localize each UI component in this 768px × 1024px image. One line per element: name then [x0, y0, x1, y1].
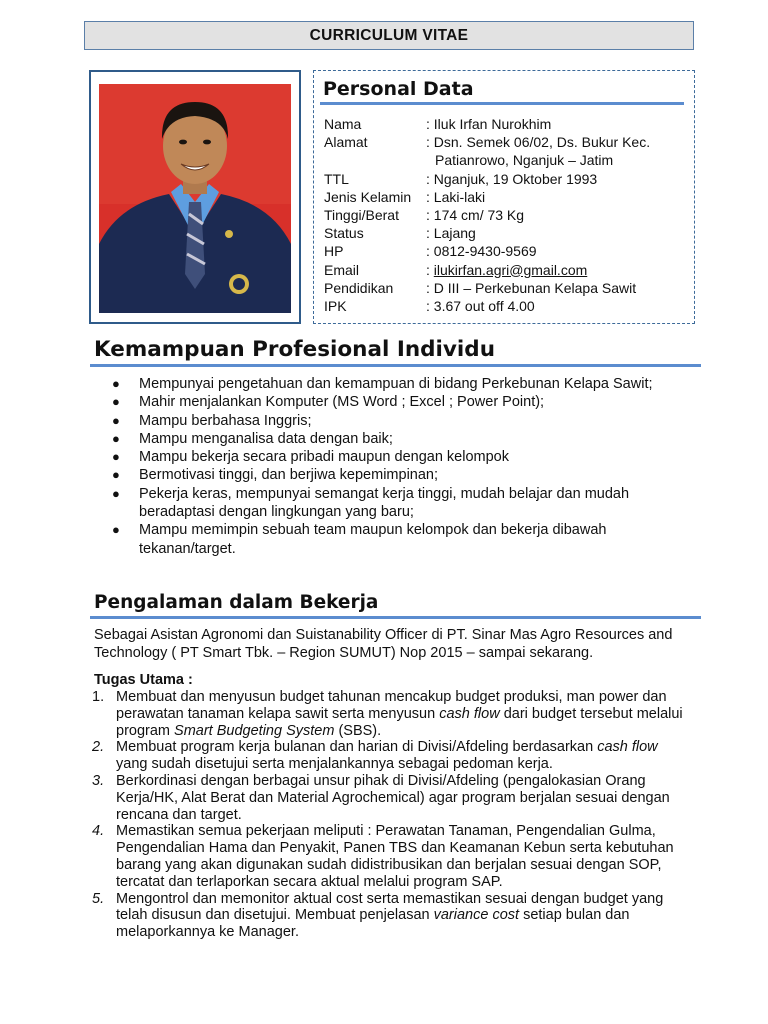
- pd-row-status: [324, 224, 690, 242]
- list-item: [92, 773, 692, 823]
- task-number: 1.: [92, 689, 105, 705]
- task-text-italic: variance cost: [433, 907, 520, 924]
- skill-text: Mampu menganalisa data dengan baik;: [139, 430, 393, 447]
- task-number: 3.: [92, 772, 105, 789]
- list-item: [92, 739, 692, 773]
- profile-photo: [99, 84, 291, 313]
- task-text: [116, 891, 692, 941]
- skill-text: Bermotivasi tinggi, dan berjiwa kepemimpinan;: [139, 467, 439, 484]
- pd-label: Jenis Kelamin: [324, 188, 412, 205]
- bullet-icon: ●: [112, 485, 120, 501]
- pd-value: : Dsn. Semek 06/02, Ds. Bukur Kec.: [426, 134, 651, 151]
- task-text: Memastikan semua pekerjaan meliputi : Perawatan Tanaman, Pengendalian Gulma, Pengendalian Hama dan Penyakit, Panen TBS dan Keamanan Kebun serta kebutuhan barang yang akan digunakan sudah didistribusikan dan berjalan sesuai dengan SOP, tercatat dan terlaporkan secara aktual melalui program SAP.: [116, 823, 674, 890]
- task-text-part: yang sudah disetujui serta menjalankannya sebagai pedoman kerja.: [116, 756, 553, 773]
- pd-label: Tinggi/Berat: [324, 207, 399, 224]
- list-item: [112, 393, 682, 411]
- list-item: [112, 521, 682, 558]
- skill-text: Mampu memimpin sebuah team maupun kelompok dan bekerja dibawah tekanan/target.: [139, 522, 607, 557]
- cv-title: CURRICULUM VITAE: [309, 26, 469, 44]
- skill-text: Mahir menjalankan Komputer (MS Word ; Excel ; Power Point);: [139, 394, 545, 411]
- pd-row-pendidikan: [324, 279, 690, 297]
- task-text-italic: cash flow: [439, 705, 500, 722]
- list-item: [112, 485, 682, 522]
- skills-list: [112, 375, 682, 558]
- skill-text: Mampu berbahasa Inggris;: [139, 412, 312, 429]
- pd-value: : Laki-laki: [426, 188, 486, 205]
- pd-value: : 0812-9430-9569: [426, 243, 537, 260]
- personal-data-title: Personal Data: [323, 78, 474, 100]
- task-text-italic: Smart Budgeting System: [174, 722, 335, 739]
- pd-label: Nama: [324, 116, 362, 132]
- task-number: 4.: [92, 823, 105, 840]
- task-text-part: Membuat program kerja bulanan dan harian di Divisi/Afdeling berdasarkan: [116, 739, 598, 756]
- pd-label: IPK: [324, 298, 347, 315]
- pd-row-hp: [324, 242, 690, 260]
- pd-label: Pendidikan: [324, 279, 394, 296]
- experience-heading: Pengalaman dalam Bekerja: [94, 592, 379, 613]
- pd-row-ipk: [324, 297, 690, 315]
- personal-data-rule: [320, 102, 684, 105]
- bullet-icon: ●: [112, 522, 120, 538]
- pd-value: : D III – Perkebunan Kelapa Sawit: [426, 279, 637, 296]
- portrait-illustration: [99, 84, 291, 313]
- pd-row-email: [324, 261, 690, 279]
- skills-heading: Kemampuan Profesional Individu: [94, 337, 495, 362]
- pd-value: Patianrowo, Nganjuk – Jatim: [435, 152, 614, 169]
- personal-data-table: [324, 115, 690, 315]
- task-text: [116, 689, 692, 739]
- bullet-icon: ●: [112, 467, 120, 483]
- bullet-icon: ●: [112, 376, 120, 391]
- pd-label: TTL: [324, 170, 349, 187]
- pd-value: : 3.67 out off 4.00: [426, 298, 535, 315]
- task-number: 2.: [92, 739, 105, 756]
- task-text-italic: cash flow: [597, 739, 658, 756]
- cv-title-box: [84, 21, 694, 50]
- list-item: [112, 375, 682, 393]
- bullet-icon: ●: [112, 394, 120, 410]
- list-item: [92, 891, 692, 941]
- list-item: [112, 430, 682, 448]
- pd-row-ttl: [324, 170, 690, 188]
- list-item: [92, 823, 692, 890]
- pd-row-jenis-kelamin: [324, 188, 690, 206]
- task-text-part: setiap bulan dan melaporkannya ke Manager.: [116, 907, 630, 941]
- skills-rule: [90, 364, 701, 367]
- tasks-list: [92, 689, 692, 941]
- pd-row-alamat: [324, 133, 690, 151]
- list-item: [92, 689, 692, 739]
- bullet-icon: ●: [112, 449, 120, 465]
- skill-text: Mempunyai pengetahuan dan kemampuan di bidang Perkebunan Kelapa Sawit;: [139, 376, 653, 392]
- task-text-part: Membuat dan menyusun budget tahunan mencakup budget produksi, man power dan perawatan tanaman kelapa sawit serta menyusun: [116, 689, 667, 722]
- task-text: Berkordinasi dengan berbagai unsur pihak di Divisi/Afdeling (pengalokasian Orang Kerja/HK, Alat Berat dan Material Agrochemical) agar program berjalan sesuai dengan rencana dan target.: [116, 772, 670, 823]
- pd-row-nama: [324, 115, 690, 133]
- list-item: [112, 448, 682, 466]
- skill-text: Mampu bekerja secara pribadi maupun dengan kelompok: [139, 449, 509, 466]
- task-text-part: dari budget tersebut melalui program: [116, 705, 683, 739]
- pd-label: HP: [324, 243, 344, 260]
- task-number: 5.: [92, 890, 105, 907]
- pd-value: : Lajang: [426, 225, 476, 242]
- pd-label: Alamat: [324, 134, 368, 151]
- email-prefix: :: [426, 261, 434, 278]
- list-item: [112, 412, 682, 430]
- task-text: [116, 739, 692, 773]
- pd-value: : Nganjuk, 19 Oktober 1993: [426, 170, 598, 187]
- pd-row-alamat-cont: [324, 151, 690, 169]
- list-item: [112, 466, 682, 484]
- task-text-part: Mengontrol dan memonitor aktual cost serta memastikan sesuai dengan budget yang telah disusun dan disetujui. Membuat penjelasan: [116, 890, 664, 924]
- pd-value: [426, 261, 681, 279]
- pd-label: Status: [324, 225, 364, 242]
- experience-intro: Sebagai Asistan Agronomi dan Suistanability Officer di PT. Sinar Mas Agro Resources and Technology ( PT Smart Tbk. – Region SUMUT) Nop 2015 – sampai sekarang.: [94, 627, 673, 662]
- tugas-utama-title: Tugas Utama :: [94, 672, 193, 688]
- pd-label: Email: [324, 261, 360, 278]
- bullet-icon: ●: [112, 430, 120, 446]
- pd-label: [324, 151, 426, 169]
- skill-text: Pekerja keras, mempunyai semangat kerja tinggi, mudah belajar dan mudah beradaptasi dengan lingkungan yang baru;: [139, 485, 630, 521]
- pd-value: : Iluk Irfan Nurokhim: [426, 116, 552, 132]
- experience-rule: [90, 616, 701, 619]
- pd-value: : 174 cm/ 73 Kg: [426, 207, 525, 224]
- pd-row-tinggi-berat: [324, 206, 690, 224]
- bullet-icon: ●: [112, 412, 120, 428]
- email-link[interactable]: ilukirfan.agri@gmail.com: [433, 261, 588, 278]
- task-text-part: (SBS).: [334, 722, 382, 739]
